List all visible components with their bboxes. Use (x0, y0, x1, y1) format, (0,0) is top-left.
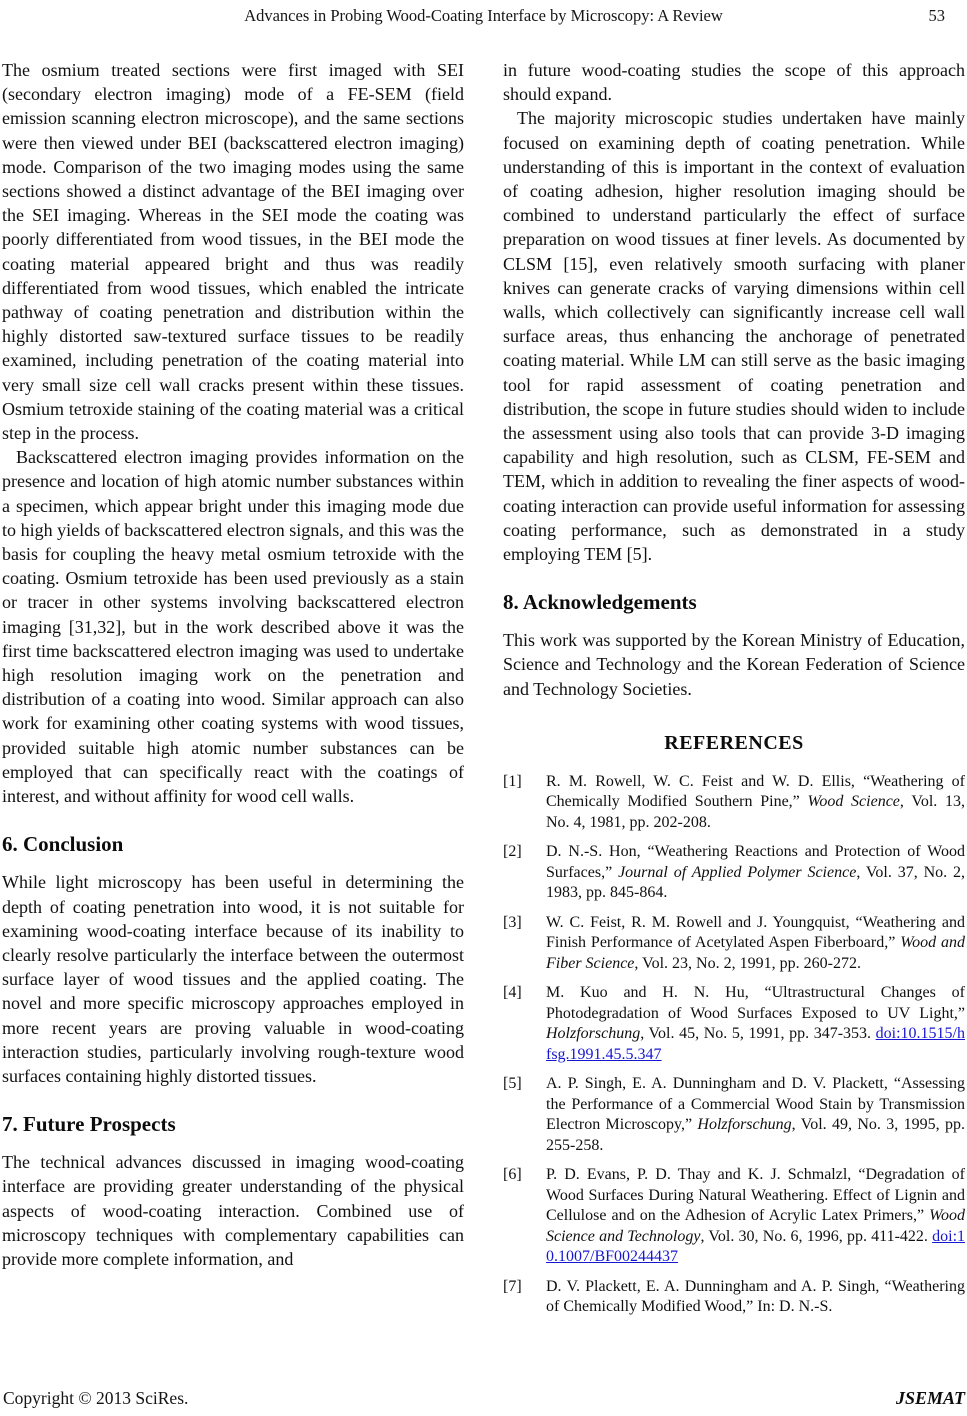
reference-label: [7] (503, 1277, 522, 1295)
body-paragraph (2, 445, 464, 808)
reference-label: [2] (503, 843, 522, 861)
text-run: R. M. Rowell, W. C. Feist and W. D. Ellis, “Weathering of Chemically Modified Southern Pine,” (546, 772, 965, 811)
running-header-title: Advances in Probing Wood-Coating Interface by Microscopy: A Review (244, 6, 723, 25)
body-paragraph (503, 628, 965, 701)
section-heading: 7. Future Prospects (2, 1112, 176, 1137)
reference-label: [5] (503, 1075, 522, 1093)
reference-entry (503, 1165, 965, 1268)
text-run: , Vol. 13, No. 4, 1981, pp. 202-208. (546, 793, 965, 831)
reference-entry (503, 913, 965, 975)
doi-link[interactable]: doi:10.1007/BF00244437 (546, 1227, 966, 1266)
reference-entry (503, 842, 965, 904)
text-run: While light microscopy has been useful in determining the depth of coating penetration into wood, it is not suitable for examining wood-coating interface because of its inability to clearly resolve particularly the interface between the outermost surface layer of wood tissues and the applied coating. The novel and more specific microscopy approaches employed in more recent years are proving valuable in wood-coating interaction studies, particularly involving rough-texture wood surfaces containing highly distorted tissues. (2, 872, 464, 1086)
text-run: in future wood-coating studies the scope of this approach should expand. (503, 60, 965, 105)
references-heading: REFERENCES (664, 731, 804, 754)
reference-label: [4] (503, 984, 522, 1002)
italic-text-run: Wood and Fiber Science (546, 934, 965, 972)
reference-label: [3] (503, 913, 522, 931)
reference-label: [1] (503, 772, 522, 790)
right-text-column (503, 58, 965, 1327)
text-run: Backscattered electron imaging provides information on the presence and location of high atomic number substances within a specimen, which appear bright under this imaging mode due to high yields of backscattered electron signals, and this was the basis for coupling the heavy metal osmium tetroxide with the coating. Osmium tetroxide has been used previously as a stain or tracer in other systems involving backscattered electron imaging [31,32], but in the work described above it was the first time backscattered electron imaging was used to undertake high resolution imaging work on the penetration and distribution of a coating into wood. Similar approach can also work for examining other coating systems with wood tissues, provided suitable high atomic number substances can be employed that can specifically react with the coatings of interest, and without affinity for wood cell walls. (2, 447, 464, 807)
italic-text-run: Wood Science (807, 793, 900, 811)
italic-text-run: Journal of Applied Polymer Science (618, 863, 857, 881)
text-run: , Vol. 37, No. 2, 1983, pp. 845-864. (546, 863, 966, 902)
text-run: , Vol. 49, No. 3, 1995, pp. 255-258. (546, 1116, 965, 1154)
text-run: The osmium treated sections were first imaged with SEI (secondary electron imaging) mode of a FE-SEM (field emission scanning electron microscope), and the same sections were then viewed under BEI (backscattered electron imaging) mode. Comparison of the two imaging modes using the same sections showed a distinct advantage of the BEI imaging over the SEI imaging. Whereas in the SEI mode the coating was poorly differentiated from wood tissues, in the BEI mode the coating material appeared bright and thus was readily differentiated from wood tissues, which enabled the intricate pathway of coating penetration and distribution within the highly distorted saw-textured surface tissues to be readily examined, including penetration of the coating material into very small size cell wall cracks present within these tissues. Osmium tetroxide staining of the coating material was a critical step in the process. (2, 60, 464, 444)
reference-entry (503, 1277, 965, 1318)
text-run: A. P. Singh, E. A. Dunningham and D. V. Plackett, “Assessing the Performance of a Commercial Wood Stain by Transmission Electron Microscopy,” (546, 1075, 965, 1134)
body-paragraph (503, 58, 965, 106)
italic-text-run: Wood Science and Technology (546, 1207, 965, 1245)
text-run: M. Kuo and H. N. Hu, “Ultrastructural Changes of Photodegradation of Wood Surfaces Exposed to UV Light,” (546, 984, 965, 1022)
text-run: D. V. Plackett, E. A. Dunningham and A. P. Singh, “Weathering of Chemically Modified Wood,” In: D. N.-S. (546, 1277, 965, 1316)
text-run: , Vol. 23, No. 2, 1991, pp. 260-272. (634, 954, 861, 972)
italic-text-run: Holzforschung (697, 1116, 792, 1134)
reference-entry (503, 772, 965, 834)
body-paragraph (2, 870, 464, 1088)
section-heading: 6. Conclusion (2, 832, 124, 857)
left-text-column (2, 58, 464, 1271)
italic-text-run: Holzforschung (546, 1025, 641, 1043)
reference-label: [6] (503, 1166, 522, 1184)
section-heading: 8. Acknowledgements (503, 590, 697, 615)
text-run: P. D. Evans, P. D. Thay and K. J. Schmalzl, “Degradation of Wood Surfaces During Natural Weathering. Effect of Lignin and Cellulose and on the Adhesion of Acrylic Latex Primers,” (546, 1166, 965, 1225)
body-paragraph (503, 106, 965, 566)
text-run: This work was supported by the Korean Ministry of Education, Science and Technology and the Korean Federation of Science and Technology Societies. (503, 630, 965, 699)
footer-journal-name: JSEMAT (895, 1388, 965, 1408)
text-run: The majority microscopic studies undertaken have mainly focused on examining depth of coating penetration. While understanding of this is important in the context of evaluation of coating adhesion, higher resolution imaging should be combined to understand particularly the effect of surface preparation on wood tissues at finer levels. As documented by CLSM [15], even relatively smooth surfacing with planer knives can generate cracks of varying dimensions within cell walls, which collectively can significantly increase cell wall surface areas, thus enhancing the anchorage of penetrated coating material. While LM can still serve as the basic imaging tool for rapid assessment of coating penetration and distribution, the scope in future studies should widen to include the assessment using also tools that can provide 3-D imaging capability and high resolution, such as CLSM, FE-SEM and TEM, which in addition to revealing the finer aspects of wood-coating interaction can provide useful information for assessing coating performance, such as demonstrated in a study employing TEM [5]. (503, 108, 965, 565)
page-number: 53 (928, 6, 945, 25)
footer-copyright: Copyright © 2013 SciRes. (3, 1388, 189, 1408)
doi-link[interactable]: doi:10.1515/hfsg.1991.45.5.347 (546, 1025, 965, 1063)
body-paragraph (2, 1150, 464, 1271)
text-run: W. C. Feist, R. M. Rowell and J. Youngquist, “Weathering and Finish Performance of Acetylated Aspen Fiberboard,” (546, 913, 965, 952)
text-run: The technical advances discussed in imaging wood-coating interface are providing greater understanding of the physical aspects of wood-coating interaction. Combined use of microscopy techniques with complementary capabilities can provide more complete information, and (2, 1152, 464, 1269)
text-run: D. N.-S. Hon, “Weathering Reactions and Protection of Wood Surfaces,” (546, 843, 965, 881)
text-run: , Vol. 45, No. 5, 1991, pp. 347-353. (640, 1025, 876, 1043)
body-paragraph (2, 58, 464, 445)
reference-entry (503, 983, 965, 1065)
reference-entry (503, 1074, 965, 1156)
text-run: , Vol. 30, No. 6, 1996, pp. 411-422. (700, 1227, 933, 1245)
